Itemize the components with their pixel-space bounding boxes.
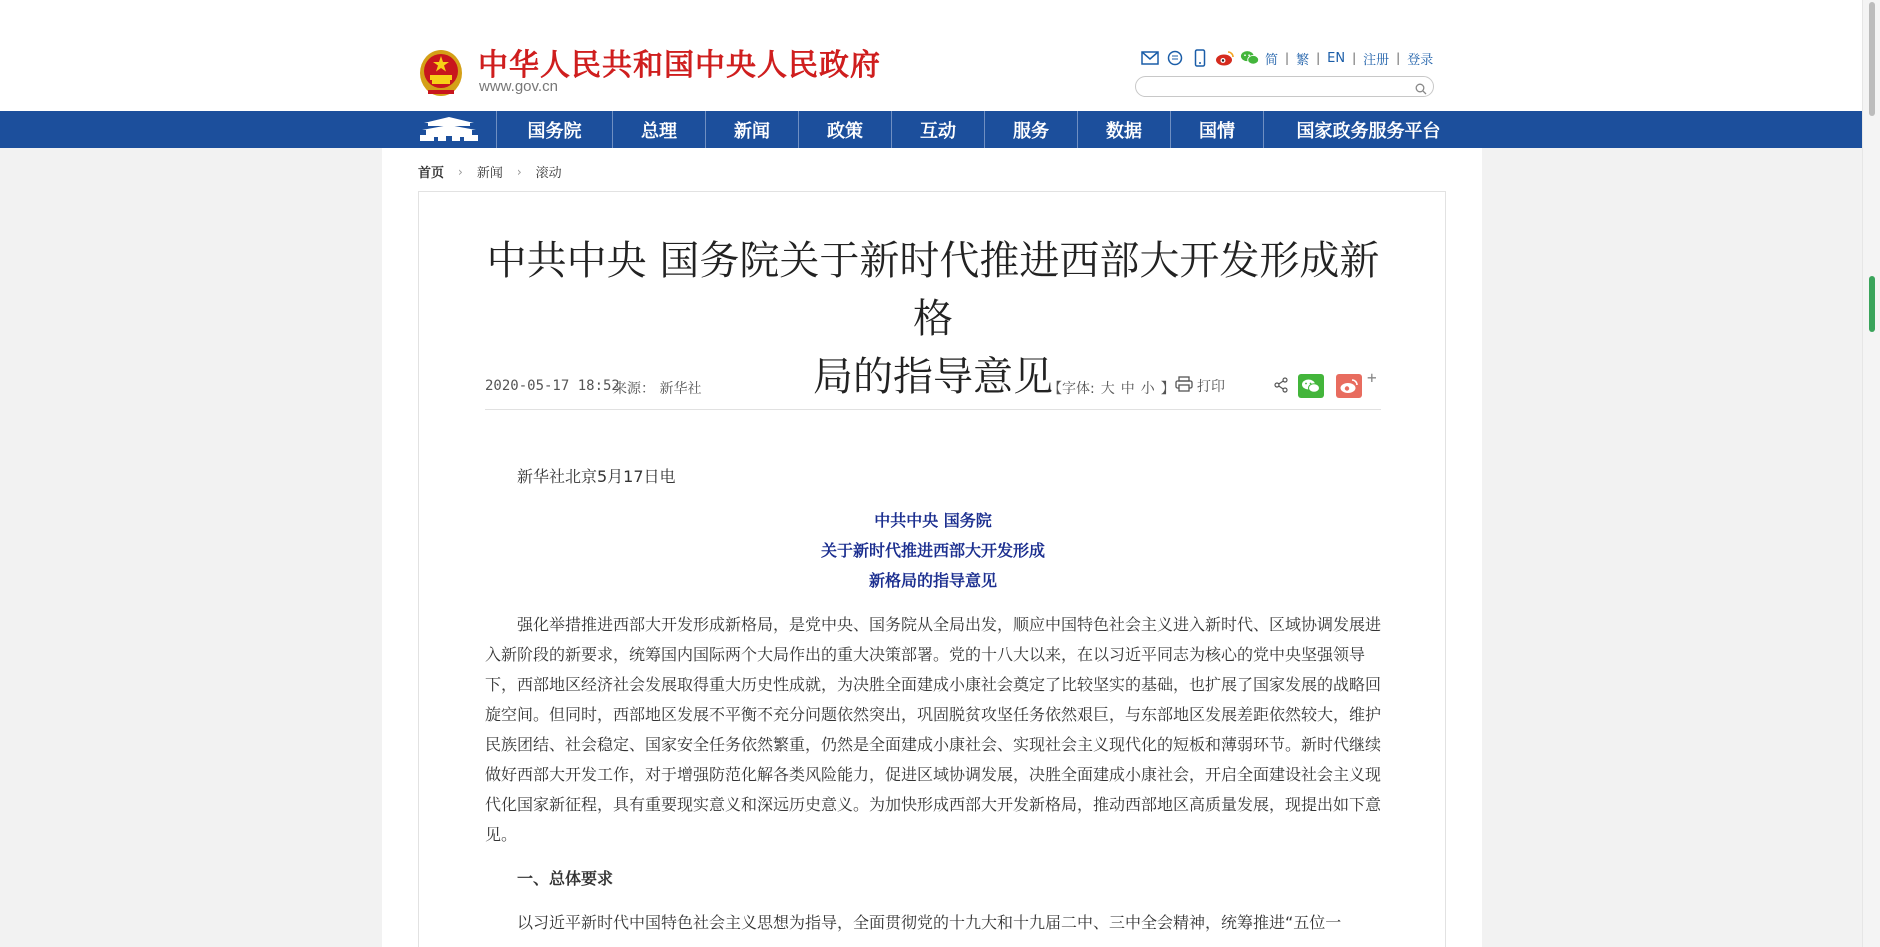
publish-date: 2020-05-17 18:52	[485, 378, 620, 394]
print-label: 打印	[1197, 379, 1225, 395]
nav-item-data[interactable]: 数据	[1077, 111, 1170, 148]
separator: |	[1352, 51, 1357, 65]
search-icon[interactable]	[1415, 80, 1427, 99]
chevron-right-icon: ›	[458, 164, 463, 179]
separator: |	[1316, 51, 1321, 65]
site-header	[0, 0, 1862, 111]
register-link[interactable]: 注册	[1363, 52, 1390, 68]
font-size-label-close: 】	[1160, 381, 1175, 397]
breadcrumb-home[interactable]: 首页	[418, 166, 445, 181]
search-input[interactable]	[1146, 79, 1401, 94]
section-heading: 一、总体要求	[517, 869, 614, 888]
share-icon[interactable]	[1273, 377, 1289, 397]
nav-item-state-council[interactable]: 国务院	[496, 111, 612, 148]
nav-item-premier[interactable]: 总理	[612, 111, 705, 148]
document-title	[485, 506, 1381, 596]
top-links	[1140, 48, 1433, 68]
font-small-button[interactable]: 小	[1140, 381, 1155, 397]
article-title-line-2: 局的指导意见	[813, 354, 1053, 400]
weibo-share-button[interactable]	[1336, 374, 1362, 398]
separator: |	[1396, 51, 1401, 65]
search-box	[1135, 76, 1434, 97]
paragraph: 强化举措推进西部大开发形成新格局，是党中央、国务院从全局出发，顺应中国特色社会主义进入新时代、区域协调发展进入新阶段的新要求，统筹国内国际两个大局作出的重大决策部署。党的十八大以来，在以习近平同志为核心的党中央坚强领导下，西部地区经济社会发展取得重大历史性成就，为决胜全面建成小康社会奠定了比较坚实的基础，也扩展了国家发展的战略回旋空间。但同时，西部地区发展不平衡不充分问题依然突出，巩固脱贫攻坚任务依然艰巨，与东部地区发展差距依然较大，维护民族团结、社会稳定、国家安全任务依然繁重，仍然是全面建成小康社会、实现社会主义现代化的短板和薄弱环节。新时代继续做好西部大开发工作，对于增强防范化解各类风险能力，促进区域协调发展，决胜全面建成小康社会，开启全面建设社会主义现代化国家新征程，具有重要现实意义和深远历史意义。为加快形成西部大开发新格局，推动西部地区高质量发展，现提出如下意见。	[485, 615, 1382, 844]
font-size-label: 【字体:	[1048, 381, 1095, 397]
weibo-icon	[1339, 378, 1359, 394]
article-card	[418, 191, 1446, 947]
nav-item-interaction[interactable]: 互动	[891, 111, 984, 148]
english-link[interactable]: EN	[1327, 50, 1346, 66]
breadcrumb-news[interactable]: 新闻	[476, 166, 503, 181]
scrollbar-position-marker[interactable]	[1869, 276, 1875, 332]
nav-items	[496, 111, 1473, 148]
national-emblem-icon[interactable]	[418, 46, 464, 98]
site-url[interactable]: www.gov.cn	[479, 78, 558, 95]
scrollbar-thumb[interactable]	[1869, 2, 1875, 116]
nav-item-news[interactable]: 新闻	[705, 111, 798, 148]
simplified-chinese-link[interactable]: 简	[1265, 52, 1279, 68]
login-link[interactable]: 登录	[1407, 52, 1434, 68]
wechat-icon[interactable]	[1240, 49, 1260, 67]
main-nav	[0, 111, 1862, 148]
article-body	[485, 462, 1381, 938]
article-title-line-1: 中共中央 国务院关于新时代推进西部大开发形成新格	[486, 238, 1380, 342]
page-scrollbar[interactable]	[1862, 0, 1880, 947]
mobile-icon[interactable]	[1190, 49, 1210, 67]
nav-item-services[interactable]: 服务	[984, 111, 1077, 148]
font-large-button[interactable]: 大	[1100, 381, 1115, 397]
tiananmen-icon[interactable]	[418, 115, 480, 147]
nav-item-service-platform[interactable]: 国家政务服务平台	[1263, 111, 1473, 148]
article-source: 来源： 新华社	[613, 381, 702, 397]
chevron-right-icon: ›	[516, 164, 522, 179]
message-icon[interactable]	[1165, 49, 1185, 67]
nav-item-policy[interactable]: 政策	[798, 111, 891, 148]
article-dateline: 新华社北京5月17日电	[517, 467, 676, 486]
article-meta	[485, 368, 1381, 400]
mail-icon[interactable]	[1140, 49, 1160, 67]
document-title-line-2: 关于新时代推进西部大开发形成	[820, 541, 1045, 560]
print-button[interactable]	[1175, 376, 1225, 396]
font-medium-button[interactable]: 中	[1120, 381, 1135, 397]
nav-item-national-info[interactable]: 国情	[1170, 111, 1263, 148]
more-share-button[interactable]: +	[1367, 368, 1377, 387]
weibo-icon[interactable]	[1215, 49, 1235, 67]
breadcrumb	[418, 162, 562, 181]
printer-icon	[1175, 376, 1193, 396]
site-title[interactable]: 中华人民共和国中央人民政府	[478, 48, 881, 83]
font-size-control	[1045, 378, 1178, 398]
meta-divider	[485, 409, 1381, 410]
wechat-share-button[interactable]	[1298, 374, 1324, 398]
wechat-icon	[1301, 378, 1321, 394]
document-title-line-1: 中共中央 国务院	[874, 511, 992, 530]
breadcrumb-rolling[interactable]: 滚动	[535, 166, 562, 181]
paragraph: 以习近平新时代中国特色社会主义思想为指导，全面贯彻党的十九大和十九届二中、三中全会精神，统筹推进“五位一	[517, 913, 1342, 932]
separator: |	[1285, 51, 1290, 65]
document-title-line-3: 新格局的指导意见	[868, 571, 997, 590]
traditional-chinese-link[interactable]: 繁	[1296, 52, 1310, 68]
